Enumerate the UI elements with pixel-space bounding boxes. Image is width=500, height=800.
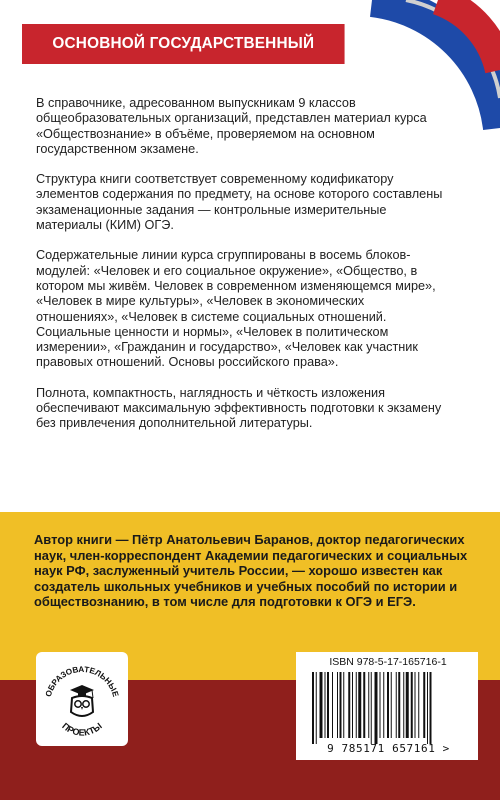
barcode-digits: 9 785171 657161 > — [327, 742, 450, 755]
description-paragraph-2: Структура книги соответствует современному кодификатору элементов содержания по предмету, на основе которого составлены экзаменационные задания — контрольные измерительные материалы (КИМ) ОГЭ. — [36, 172, 443, 233]
barcode-bar — [327, 672, 329, 738]
barcode-bar — [411, 672, 413, 738]
description-paragraph-4: Полнота, компактность, наглядность и чёткость изложения обеспечивают максимальную эффективность подготовки к экзамену без привлечения дополнительной литературы. — [36, 385, 442, 431]
owl-with-graduation-cap-icon — [70, 685, 94, 716]
barcode-bar — [406, 672, 409, 738]
barcode-bar — [396, 672, 397, 738]
barcode-bar — [427, 672, 428, 744]
svg-text:ПРОЕКТЫ — [60, 721, 104, 738]
barcode-panel — [296, 652, 478, 760]
barcode-bar — [391, 672, 392, 738]
exam-title-banner: ОСНОВНОЙ ГОСУДАРСТВЕННЫЙ ЭКЗАМЕН — [22, 24, 345, 64]
barcode-bar — [418, 672, 419, 738]
barcode-bar — [332, 672, 333, 738]
barcode-bar — [352, 672, 353, 738]
barcode-bar — [356, 672, 357, 738]
description-paragraph-1: В справочнике, адресованном выпускникам 9 классов общеобразовательных организаций, представлен материал курса «Обществознание» в объёме, проверяемом на основном государственном экзамене. — [36, 96, 427, 156]
barcode-bar — [316, 672, 317, 744]
barcode-bar — [363, 672, 365, 738]
barcode-bar — [320, 672, 323, 738]
barcode-bar — [403, 672, 404, 738]
barcode-bar — [337, 672, 338, 738]
description-paragraph-3: Содержательные линии курса сгруппированы в восемь блоков-модулей: «Человек и его социальное окружение», «Общество, в котором мы живём. Человек в современном изменяющемся мире», «Человек в мире культуры», «Человек в экономических отношениях», «Человек в системе социальных отношений. Социальные ценности и нормы», «Человек в политическом измерении», «Гражданин и государство», «Человек как участник правовых отношений. Основы российского права». — [36, 248, 436, 370]
barcode-bar — [430, 672, 432, 744]
barcode-bar — [343, 672, 344, 738]
isbn-number: ISBN 978-5-17-165716-1 — [329, 656, 447, 668]
barcode-bar — [387, 672, 389, 738]
barcode-bar — [325, 672, 326, 738]
barcode-bar — [415, 672, 416, 738]
logo-top-text: ОБРАЗОВАТЕЛЬНЫЕ — [43, 664, 121, 698]
barcode-bar — [340, 672, 342, 738]
barcode-bar — [358, 672, 361, 738]
barcode-bar — [383, 672, 384, 738]
publisher-logo — [36, 652, 128, 746]
barcode-bar — [423, 672, 425, 738]
barcode-bar — [368, 672, 369, 738]
barcode-bar — [371, 672, 372, 744]
description-text — [36, 96, 444, 447]
barcode-bar — [380, 672, 381, 738]
barcode-bar — [375, 672, 378, 744]
barcode-bar — [398, 672, 400, 738]
logo-bottom-text: ПРОЕКТЫ — [60, 720, 104, 738]
barcode-bar — [348, 672, 350, 738]
barcode-bar — [312, 672, 314, 744]
barcode-image — [308, 672, 468, 744]
author-info: Автор книги — Пётр Анатольевич Баранов, доктор педагогических наук, член-корреспондент Академии педагогических и социальных наук РФ, заслуженный учитель России, — хорошо известен как создатель школьных учебников и учебных пособий по истории и обществознанию, в том числе для подготовки к ОГЭ и ЕГЭ. — [34, 532, 468, 610]
